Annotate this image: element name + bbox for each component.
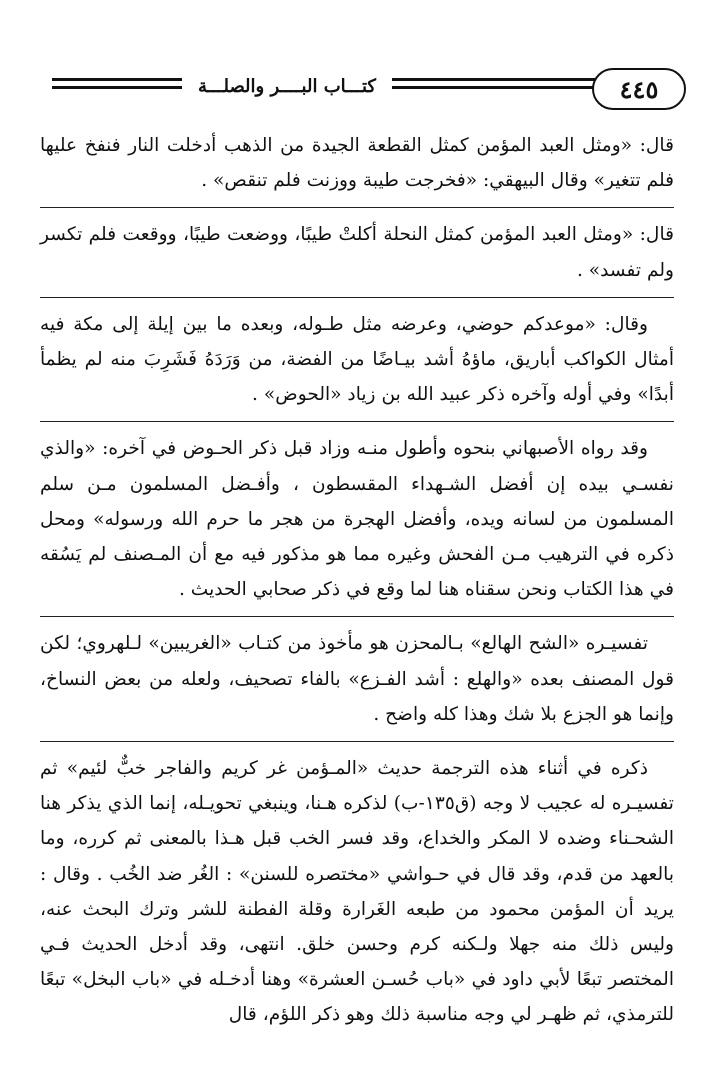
paragraph-6: ذكره في أثناء هذه الترجمة حديث «المـؤمن غر كريم والفاجر خبٌّ لئيم» ثم تفسيـره له عجيب لا وجه (ق١٣٥-ب) لذكره هـنا، وينبغي تحويـله، إنما الذي يذكر هنا الشحـناء وضده لا المكر والخداع، وقد فسر الخب قبل هـذا بالمعنى ثم كرره، وما بالعهد من قدم، وقد قال في حـواشي «مختصره للسنن» : الغُر ضد الخُب . وقال : يريد أن المؤمن محمود من طبعه الغَرارة وقلة الفطنة للشر وترك البحث عنه، وليس ذلك منه جهلا ولـكنه كرم وحسن خلق. انتهى، وقد أدخل الحديث فـي المختصر تبعًا لأبي داود في «باب حُسـن العشرة» وهنا أدخـله في «باب البخل» تبعًا للترمذي، ثم ظهـر لي وجه مناسبة ذلك وهو ذكر اللؤم، قال xyxy=(40,758,674,1026)
paragraph-2: قال: «ومثل العبد المؤمن كمثل النحلة أكلتْ طيبًا، ووضعت طيبًا، ووقعت فلم تكسر ولم تفسد» . xyxy=(40,224,675,281)
paragraph-1: قال: «ومثل العبد المؤمن كمثل القطعة الجيدة من الذهب أدخلت النار فنفخ عليها فلم تتغير» وقال البيهقي: «فخرجت طيبة ووزنت فلم تنقص» . xyxy=(40,135,674,192)
page-number: ٤٤٥ xyxy=(592,68,686,110)
divider xyxy=(40,616,674,617)
divider xyxy=(40,421,674,422)
divider xyxy=(40,741,674,742)
divider xyxy=(40,207,674,208)
paragraph-5: تفسيـره «الشح الهالع» بـالمحزن هو مأخوذ من كتـاب «الغريبين» لـلهروي؛ لكن قول المصنف بعده «والهلع : أشد الفـزع» بالفاء تصحيف، ولعله من بعض النساخ، وإنما هو الجزع بلا شك وهذا كله واضح . xyxy=(40,633,674,725)
main-text xyxy=(40,128,674,1042)
book-title: كتـــاب البــــر والصلـــة xyxy=(182,76,392,97)
paragraph-4: وقد رواه الأصبهاني بنحوه وأطول منـه وزاد قبل ذكر الحـوض في آخره: «والذي نفسـي بيده إن أفضل الشـهداء المقسطون ، وأفـضل المسلمون مـن سلم المسلمون من لسانه ويده، وأفضل الهجرة من هجر ما حرم الله ورسوله» ومحل ذكره في الترهيب مـن الفحش وغيره مما هو مذكور فيه مع أن المـصنف لم يَسُقه في هذا الكتاب ونحن سقناه هنا لما وقع في ذكر صحابي الحديث . xyxy=(40,438,674,601)
paragraph-3: وقال: «موعدكم حوضي، وعرضه مثل طـوله، وبعده ما بين إيلة إلى مكة فيه أمثال الكواكب أباريق، ماؤهُ أشد بيـاضًا من الفضة، من وَرَدَهُ فَشَرِبَ منه لم يظمأ أبدًا» وفي أوله وآخره ذكر عبيد الله بن زياد «الحوض» . xyxy=(40,313,674,406)
page-header xyxy=(52,68,659,108)
divider xyxy=(40,297,674,298)
